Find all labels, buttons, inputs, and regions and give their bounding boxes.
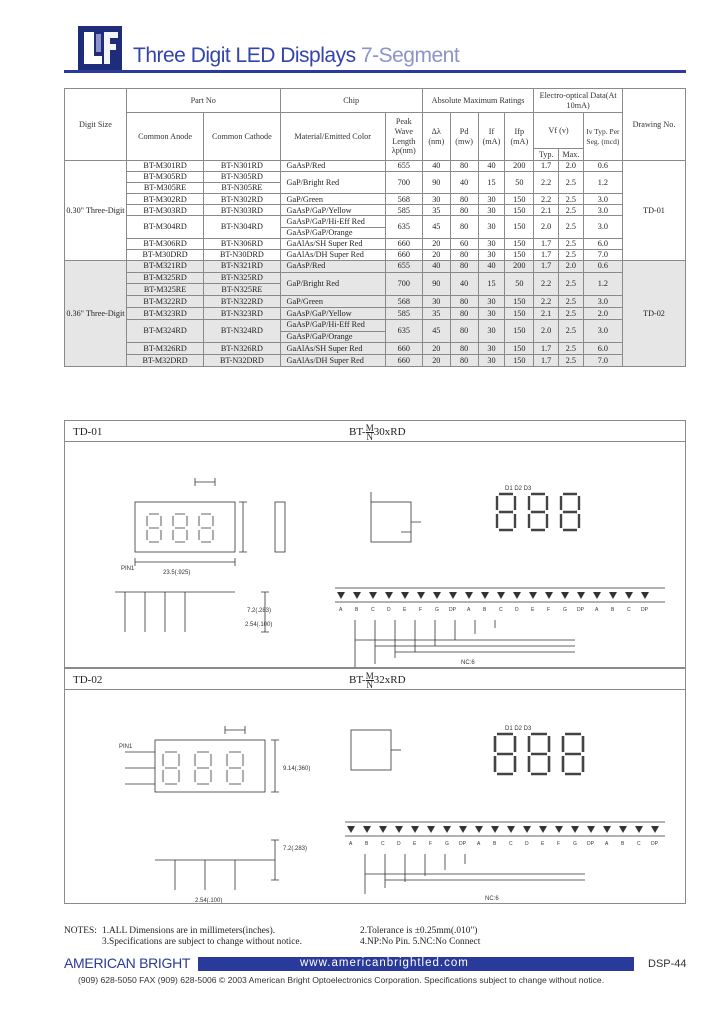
svg-text:E: E <box>403 607 407 613</box>
th-part-no: Part No <box>126 89 280 113</box>
cell-ifp: 200 <box>505 161 534 172</box>
cell-iv: 7.0 <box>583 249 622 260</box>
cell-ifp: 150 <box>505 319 534 343</box>
cell-vmax: 2.5 <box>559 355 584 367</box>
cell-if: 30 <box>478 355 505 367</box>
svg-text:A: A <box>595 607 599 613</box>
cell-chip: GaAsP/Red <box>280 161 385 172</box>
cell-peak: 635 <box>385 216 422 238</box>
cell-vmax: 2.5 <box>559 296 584 308</box>
cell-cathode: BT-N305RD <box>204 172 280 183</box>
cell-vmax: 2.5 <box>559 194 584 205</box>
svg-text:DP: DP <box>577 607 584 613</box>
cell-dl: 40 <box>422 260 450 272</box>
drawing-td02 <box>64 668 686 904</box>
notes-prefix: NOTES: <box>64 926 97 936</box>
pn-prefix: BT- <box>349 674 366 687</box>
pin1-label: PIN1 <box>121 566 135 572</box>
th-pd: Pd (mw) <box>450 113 478 161</box>
cell-vtyp: 2.0 <box>534 216 559 238</box>
cell-anode: BT-M321RD <box>126 260 203 272</box>
title-main: Three Digit LED Displays <box>133 44 356 67</box>
th-common-anode: Common Anode <box>126 113 203 161</box>
th-electro: Electro-optical Data(At 10mA) <box>534 89 623 113</box>
cell-dl: 20 <box>422 355 450 367</box>
cell-peak: 660 <box>385 249 422 260</box>
cell-pd: 60 <box>450 238 478 249</box>
svg-text:C: C <box>371 607 375 613</box>
pn-num: M <box>365 671 374 681</box>
cell-ifp: 50 <box>505 172 534 194</box>
cell-cathode: BT-N32DRD <box>204 355 280 367</box>
svg-text:DP: DP <box>641 607 648 613</box>
cell-if: 40 <box>478 260 505 272</box>
cell-peak: 700 <box>385 272 422 296</box>
svg-text:C: C <box>509 841 513 847</box>
cell-anode: BT-M32DRD <box>126 355 203 367</box>
cell-peak: 655 <box>385 260 422 272</box>
cell-dl: 20 <box>422 238 450 249</box>
drawing-header <box>65 421 685 442</box>
page-title <box>133 44 459 68</box>
cell-vtyp: 1.7 <box>534 260 559 272</box>
cell-dl: 90 <box>422 272 450 296</box>
cell-peak: 585 <box>385 308 422 320</box>
svg-text:D: D <box>515 607 519 613</box>
th-digit-size: Digit Size <box>65 89 127 161</box>
svg-text:E: E <box>531 607 535 613</box>
cell-peak: 585 <box>385 205 422 216</box>
cell-peak: 660 <box>385 343 422 355</box>
drawing-header <box>65 669 685 690</box>
cell-vtyp: 2.1 <box>534 308 559 320</box>
cell-ifp: 150 <box>505 238 534 249</box>
cell-pd: 80 <box>450 319 478 343</box>
diode-row <box>337 592 649 599</box>
contact-line: (909) 628-5050 FAX (909) 628-5006 © 2003 American Bright Optoelectronics Corporation. Specifications subject to change without notice. <box>78 975 605 985</box>
spec-table <box>64 88 686 367</box>
cell-vtyp: 2.1 <box>534 205 559 216</box>
cell-if: 30 <box>478 308 505 320</box>
cell-if: 15 <box>478 272 505 296</box>
svg-text:DP: DP <box>459 841 466 847</box>
drawing-label: TD-01 <box>73 426 103 438</box>
cell-dl: 30 <box>422 194 450 205</box>
cell-vmax: 2.5 <box>559 343 584 355</box>
cell-chip: GaAsP/GaP/Orange <box>280 227 385 238</box>
cell-pd: 80 <box>450 296 478 308</box>
cell-vmax: 2.5 <box>559 172 584 194</box>
svg-text:A: A <box>467 607 471 613</box>
th-typ: Typ. <box>534 149 559 161</box>
svg-text:B: B <box>365 841 369 847</box>
svg-text:A: A <box>339 607 343 613</box>
cell-vmax: 2.5 <box>559 216 584 238</box>
th-if: If (mA) <box>478 113 505 161</box>
cell-anode: BT-M301RD <box>126 161 203 172</box>
nc-label: NC:6 <box>485 896 499 902</box>
cell-dl: 35 <box>422 308 450 320</box>
cell-cathode: BT-N302RD <box>204 194 280 205</box>
table-row <box>65 249 686 260</box>
th-peak-wave: Peak Wave Length λp(nm) <box>385 113 422 161</box>
svg-text:G: G <box>445 841 449 847</box>
cell-pd: 80 <box>450 308 478 320</box>
th-abs-max: Absolute Maximum Ratings <box>422 89 533 113</box>
table-row <box>65 260 686 272</box>
cell-peak: 568 <box>385 194 422 205</box>
cell-drawing: TD-02 <box>623 260 686 366</box>
cell-ifp: 50 <box>505 272 534 296</box>
table-row <box>65 172 686 183</box>
svg-text:C: C <box>381 841 385 847</box>
cell-iv: 1.2 <box>583 272 622 296</box>
cell-iv: 0.6 <box>583 260 622 272</box>
table-row <box>65 161 686 172</box>
cell-peak: 635 <box>385 319 422 343</box>
dim-pitch: 2.54(.100) <box>195 898 223 903</box>
pn-prefix: BT- <box>349 426 366 439</box>
cell-cathode: BT-N325RE <box>204 284 280 296</box>
package-outline <box>135 502 235 552</box>
cell-chip: GaAsP/GaP/Yellow <box>280 205 385 216</box>
cell-cathode: BT-N301RD <box>204 161 280 172</box>
cell-chip: GaAsP/GaP/Orange <box>280 331 385 343</box>
cell-dl: 35 <box>422 205 450 216</box>
cell-peak: 655 <box>385 161 422 172</box>
digits-right <box>495 734 583 774</box>
cell-pd: 80 <box>450 249 478 260</box>
cell-anode: BT-M304RD <box>126 216 203 238</box>
cell-dl: 20 <box>422 249 450 260</box>
note-4: 4.NP:No Pin. 5.NC:No Connect <box>360 937 481 947</box>
cell-dl: 30 <box>422 296 450 308</box>
cell-vmax: 2.5 <box>559 308 584 320</box>
cell-chip: GaAlAs/DH Super Red <box>280 355 385 367</box>
cell-iv: 3.0 <box>583 319 622 343</box>
cell-cathode: BT-N30DRD <box>204 249 280 260</box>
cell-chip: GaP/Bright Red <box>280 272 385 296</box>
cell-vtyp: 2.2 <box>534 272 559 296</box>
cell-pd: 80 <box>450 355 478 367</box>
svg-text:B: B <box>355 607 359 613</box>
cell-ifp: 150 <box>505 308 534 320</box>
svg-text:F: F <box>557 841 561 847</box>
cell-pd: 80 <box>450 194 478 205</box>
cell-ifp: 150 <box>505 216 534 238</box>
cell-dl: 45 <box>422 216 450 238</box>
table-row <box>65 308 686 320</box>
cell-if: 15 <box>478 172 505 194</box>
website-link[interactable]: www.americanbrightled.com <box>300 957 469 969</box>
cell-ifp: 200 <box>505 260 534 272</box>
digit-front <box>163 752 243 784</box>
digits-right <box>497 494 579 530</box>
cell-cathode: BT-N323RD <box>204 308 280 320</box>
svg-text:G: G <box>435 607 439 613</box>
table-row <box>65 272 686 284</box>
cell-vtyp: 1.7 <box>534 161 559 172</box>
cell-dl: 45 <box>422 319 450 343</box>
cell-chip: GaAsP/GaP/Hi-Eff Red <box>280 319 385 331</box>
svg-text:F: F <box>419 607 423 613</box>
cell-iv: 6.0 <box>583 343 622 355</box>
pn-fraction <box>366 672 374 689</box>
cell-chip: GaP/Green <box>280 194 385 205</box>
page-code: DSP-44 <box>648 958 687 970</box>
th-vf: Vf (v) <box>534 113 584 149</box>
cell-if: 30 <box>478 343 505 355</box>
drawing-label: TD-02 <box>73 674 103 686</box>
svg-text:G: G <box>563 607 567 613</box>
td02-drawing <box>65 690 685 903</box>
svg-text:A: A <box>477 841 481 847</box>
td01-drawing <box>65 442 685 667</box>
pn-suffix: 30xRD <box>373 426 406 439</box>
cell-anode: BT-M323RD <box>126 308 203 320</box>
cell-ifp: 150 <box>505 249 534 260</box>
svg-text:G: G <box>573 841 577 847</box>
cell-ifp: 150 <box>505 296 534 308</box>
th-delta-lambda: Δλ (nm) <box>422 113 450 161</box>
cell-if: 30 <box>478 205 505 216</box>
cell-vtyp: 1.7 <box>534 249 559 260</box>
cell-peak: 660 <box>385 355 422 367</box>
cell-peak: 660 <box>385 238 422 249</box>
svg-text:D: D <box>525 841 529 847</box>
table-row <box>65 343 686 355</box>
cell-peak: 700 <box>385 172 422 194</box>
svg-text:DP: DP <box>651 841 658 847</box>
cell-anode: BT-M325RE <box>126 284 203 296</box>
cell-anode: BT-M305RE <box>126 183 203 194</box>
svg-text:B: B <box>493 841 497 847</box>
cell-vtyp: 1.7 <box>534 238 559 249</box>
cell-iv: 3.0 <box>583 194 622 205</box>
cell-vmax: 2.5 <box>559 249 584 260</box>
table-row <box>65 205 686 216</box>
table-row <box>65 216 686 227</box>
table-row <box>65 319 686 331</box>
cell-iv: 0.6 <box>583 161 622 172</box>
th-material: Material/Emitted Color <box>280 113 385 161</box>
cell-chip: GaP/Bright Red <box>280 172 385 194</box>
svg-text:D: D <box>397 841 401 847</box>
cell-cathode: BT-N321RD <box>204 260 280 272</box>
cell-peak: 568 <box>385 296 422 308</box>
cell-iv: 1.2 <box>583 172 622 194</box>
cell-vtyp: 2.2 <box>534 194 559 205</box>
cell-iv: 2.0 <box>583 308 622 320</box>
cell-anode: BT-M325RD <box>126 272 203 284</box>
th-iv: Iv Typ. Per Seg. (mcd) <box>583 113 622 161</box>
cell-if: 30 <box>478 194 505 205</box>
cell-pd: 80 <box>450 343 478 355</box>
svg-text:A: A <box>349 841 353 847</box>
cell-if: 30 <box>478 216 505 238</box>
cell-anode: BT-M324RD <box>126 319 203 343</box>
pn-den: N <box>366 432 373 442</box>
cell-anode: BT-M306RD <box>126 238 203 249</box>
cell-cathode: BT-N322RD <box>204 296 280 308</box>
cell-cathode: BT-N326RD <box>204 343 280 355</box>
cell-cathode: BT-N306RD <box>204 238 280 249</box>
cell-if: 40 <box>478 161 505 172</box>
cell-cathode: BT-N305RE <box>204 183 280 194</box>
digit-front <box>147 514 213 542</box>
cell-drawing: TD-01 <box>623 161 686 261</box>
note-1: 1.ALL Dimensions are in millimeters(inches). <box>102 926 276 936</box>
note-3: 3.Specifications are subject to change without notice. <box>102 937 302 947</box>
svg-text:F: F <box>547 607 551 613</box>
cell-anode: BT-M303RD <box>126 205 203 216</box>
cell-chip: GaP/Green <box>280 296 385 308</box>
table-row <box>65 355 686 367</box>
cell-cathode: BT-N325RD <box>204 272 280 284</box>
pin1-label: PIN1 <box>119 744 133 750</box>
svg-text:DP: DP <box>587 841 594 847</box>
cell-pd: 80 <box>450 205 478 216</box>
table-row <box>65 238 686 249</box>
cell-pd: 40 <box>450 172 478 194</box>
cell-chip: GaAlAs/DH Super Red <box>280 249 385 260</box>
cell-if: 30 <box>478 319 505 343</box>
title-rule <box>64 70 686 73</box>
part-pattern <box>349 672 406 689</box>
svg-text:B: B <box>483 607 487 613</box>
svg-text:B: B <box>621 841 625 847</box>
cell-dl: 20 <box>422 343 450 355</box>
table-row <box>65 194 686 205</box>
part-pattern <box>349 424 406 441</box>
cell-chip: GaAsP/GaP/Hi-Eff Red <box>280 216 385 227</box>
drawing-td01 <box>64 420 686 668</box>
cell-pd: 80 <box>450 216 478 238</box>
digit-labels: D1 D2 D3 <box>505 726 532 732</box>
cell-anode: BT-M326RD <box>126 343 203 355</box>
cell-chip: GaAsP/GaP/Yellow <box>280 308 385 320</box>
svg-text:A: A <box>605 841 609 847</box>
cell-digit-size: 0.30" Three-Digit <box>65 161 127 261</box>
cell-ifp: 150 <box>505 205 534 216</box>
cell-digit-size: 0.36" Three-Digit <box>65 260 127 366</box>
cell-vmax: 2.5 <box>559 205 584 216</box>
pn-suffix: 32xRD <box>373 674 406 687</box>
cell-anode: BT-M305RD <box>126 172 203 183</box>
cell-pd: 40 <box>450 272 478 296</box>
cell-iv: 3.0 <box>583 296 622 308</box>
svg-text:F: F <box>429 841 433 847</box>
cell-vtyp: 2.0 <box>534 319 559 343</box>
dim-width-line <box>135 558 235 566</box>
cell-vtyp: 2.2 <box>534 296 559 308</box>
svg-text:C: C <box>637 841 641 847</box>
cell-dl: 90 <box>422 172 450 194</box>
cell-ifp: 150 <box>505 355 534 367</box>
pn-fraction <box>366 424 374 441</box>
digit-labels: D1 D2 D3 <box>505 486 532 492</box>
cell-vmax: 2.0 <box>559 161 584 172</box>
cell-iv: 3.0 <box>583 216 622 238</box>
svg-text:C: C <box>627 607 631 613</box>
cell-pd: 80 <box>450 161 478 172</box>
cell-cathode: BT-N303RD <box>204 205 280 216</box>
diode-row <box>347 826 659 833</box>
cell-chip: GaAsP/Red <box>280 260 385 272</box>
dim-depth: 7.2(.283) <box>247 608 272 614</box>
th-drawing: Drawing No. <box>623 89 686 161</box>
dim-height: 9.14(.360) <box>283 766 311 772</box>
cell-cathode: BT-N304RD <box>204 216 280 238</box>
cell-iv: 7.0 <box>583 355 622 367</box>
cell-chip: GaAlAs/SH Super Red <box>280 238 385 249</box>
cell-chip: GaAlAs/SH Super Red <box>280 343 385 355</box>
cell-vmax: 2.5 <box>559 238 584 249</box>
cell-iv: 6.0 <box>583 238 622 249</box>
cell-vtyp: 2.2 <box>534 172 559 194</box>
cell-cathode: BT-N324RD <box>204 319 280 343</box>
svg-text:C: C <box>499 607 503 613</box>
cell-if: 30 <box>478 238 505 249</box>
cell-iv: 3.0 <box>583 205 622 216</box>
dim-depth: 7.2(.283) <box>283 846 308 852</box>
led-logo <box>78 26 122 70</box>
th-max: Max. <box>559 149 584 161</box>
cell-anode: BT-M30DRD <box>126 249 203 260</box>
cell-vmax: 2.5 <box>559 272 584 296</box>
dim-width: 23.5(.925) <box>163 570 191 576</box>
brand-name: AMERICAN BRIGHT <box>64 955 198 971</box>
cell-ifp: 150 <box>505 194 534 205</box>
th-common-cathode: Common Cathode <box>204 113 280 161</box>
svg-text:E: E <box>541 841 545 847</box>
segment-labels <box>349 841 659 847</box>
cell-vtyp: 1.7 <box>534 355 559 367</box>
th-ifp: Ifp (mA) <box>505 113 534 161</box>
segment-labels <box>339 607 649 613</box>
cell-anode: BT-M322RD <box>126 296 203 308</box>
pn-den: N <box>366 680 373 690</box>
svg-text:DP: DP <box>449 607 456 613</box>
dim-pitch: 2.54(.100) <box>245 622 273 628</box>
cell-vmax: 2.5 <box>559 319 584 343</box>
table-row <box>65 296 686 308</box>
svg-text:B: B <box>611 607 615 613</box>
cell-vmax: 2.0 <box>559 260 584 272</box>
cell-if: 30 <box>478 296 505 308</box>
title-subtitle: 7-Segment <box>360 44 460 67</box>
nc-label: NC:6 <box>461 660 475 666</box>
cell-if: 30 <box>478 249 505 260</box>
note-2: 2.Tolerance is ±0.25mm(.010") <box>360 926 478 936</box>
pn-num: M <box>365 423 374 433</box>
cell-vtyp: 1.7 <box>534 343 559 355</box>
cell-ifp: 150 <box>505 343 534 355</box>
th-chip: Chip <box>280 89 422 113</box>
cell-anode: BT-M302RD <box>126 194 203 205</box>
svg-text:D: D <box>387 607 391 613</box>
svg-text:E: E <box>413 841 417 847</box>
cell-pd: 80 <box>450 260 478 272</box>
cell-dl: 40 <box>422 161 450 172</box>
